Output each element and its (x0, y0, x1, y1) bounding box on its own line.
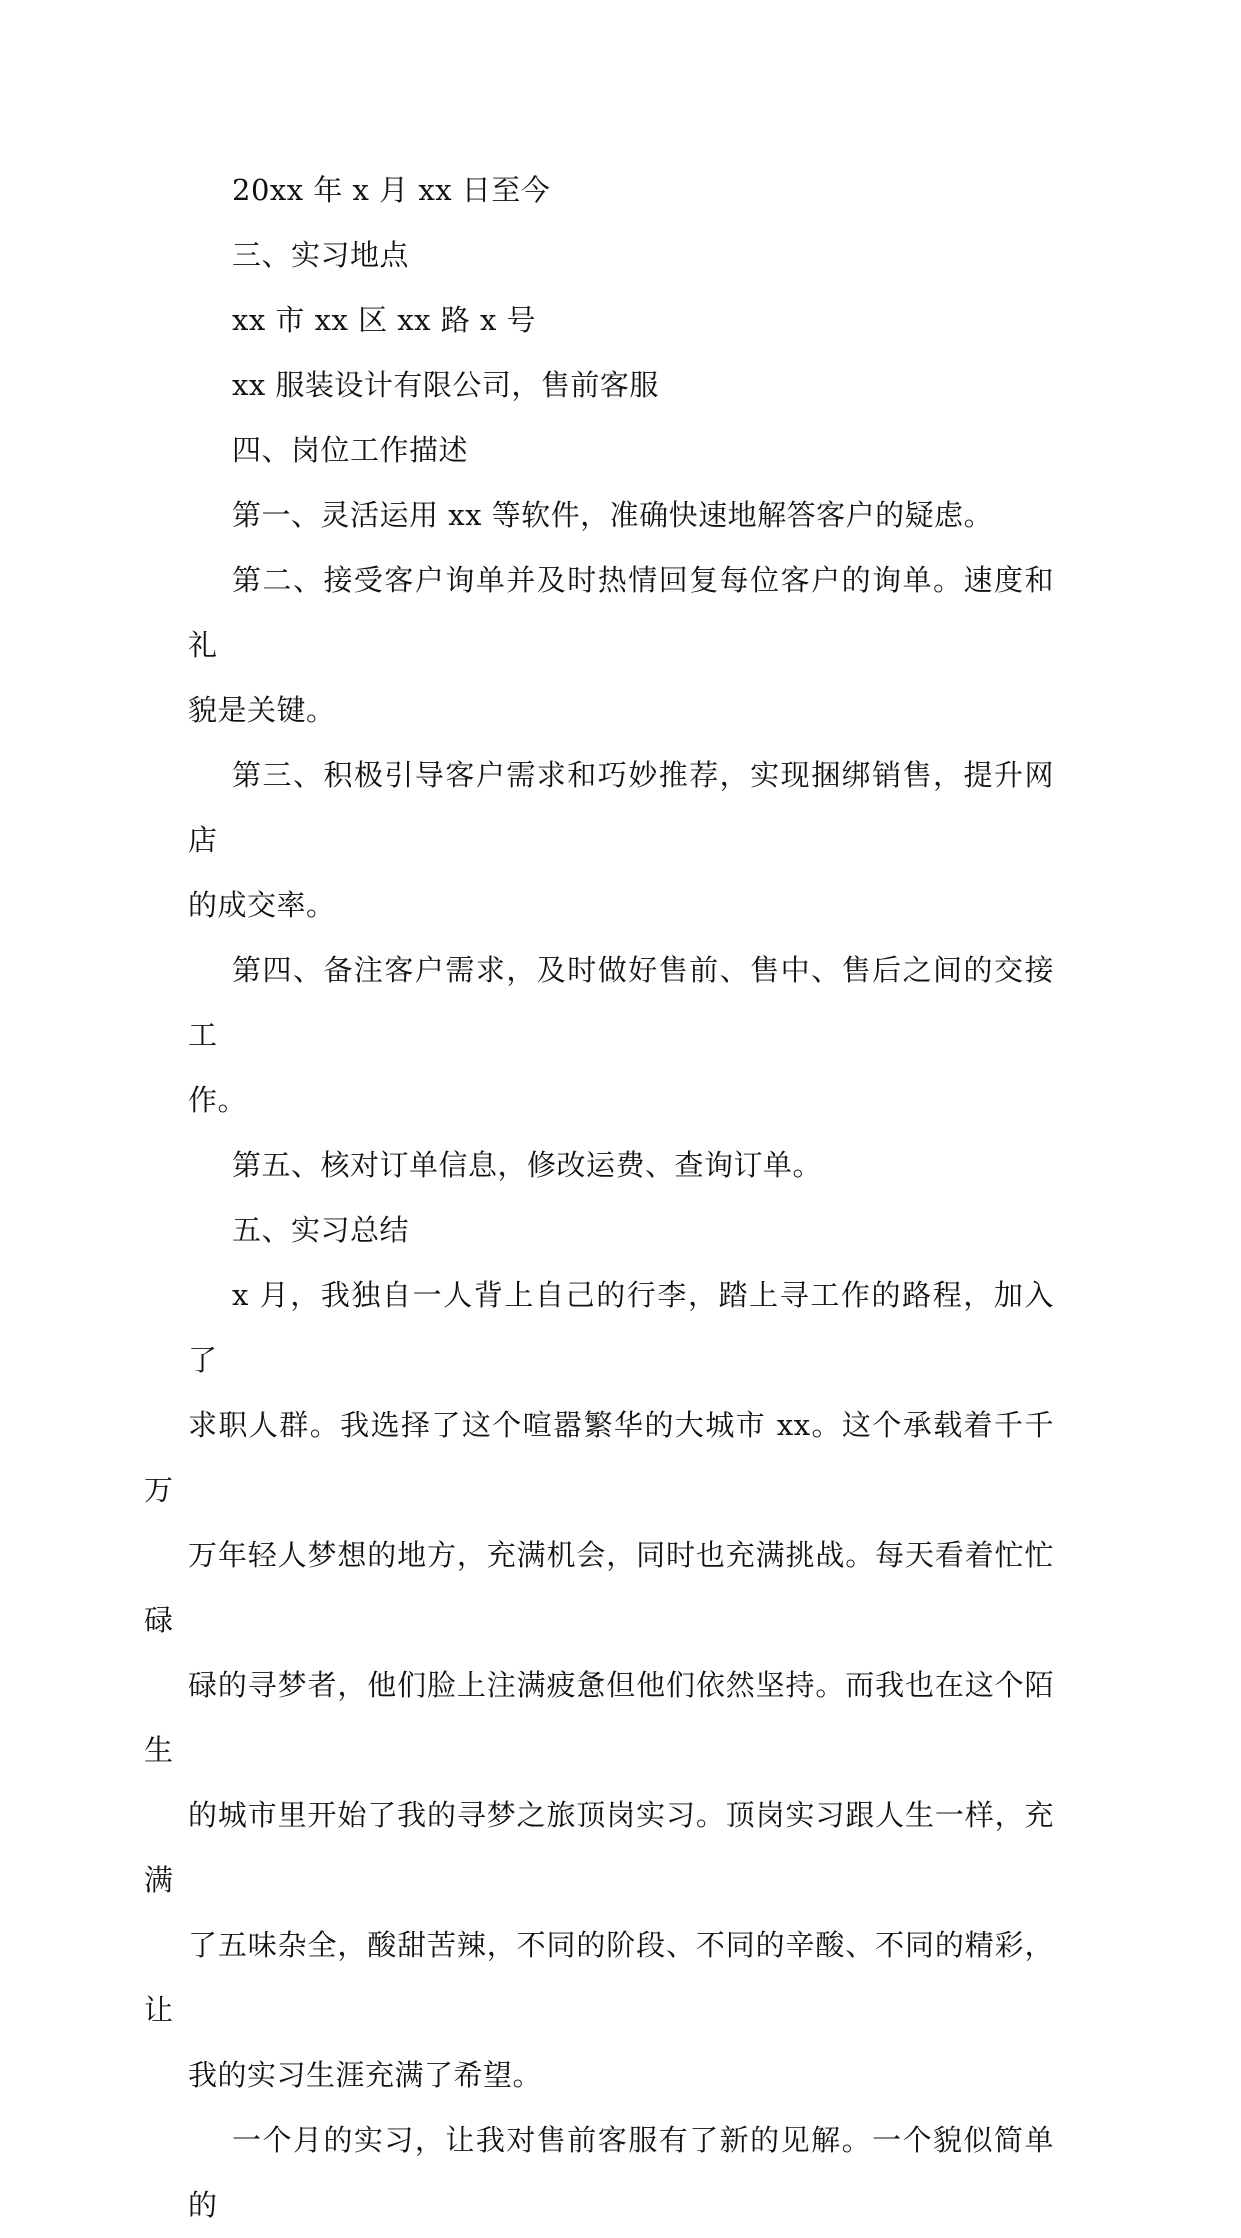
text-line: 第三、积极引导客户需求和巧妙推荐，实现捆绑销售，提升网店 (188, 758, 1054, 857)
paragraph-duty-2 (188, 548, 1054, 743)
paragraph-duty-1 (188, 483, 1054, 548)
paragraph-summary-2 (188, 2108, 1054, 2238)
text-line: 碌的寻梦者，他们脸上注满疲惫但他们依然坚持。而我也在这个陌生 (144, 1668, 1054, 1767)
text-line: 20xx 年 x 月 xx 日至今 (232, 173, 551, 207)
paragraph-summary-1 (144, 1263, 1054, 2108)
paragraph-duty-4 (188, 938, 1054, 1133)
text-line: 万年轻人梦想的地方，充满机会，同时也充满挑战。每天看着忙忙碌 (144, 1538, 1054, 1637)
text-line: 的城市里开始了我的寻梦之旅顶岗实习。顶岗实习跟人生一样，充满 (144, 1798, 1054, 1897)
paragraph-duty-3 (188, 743, 1054, 938)
text-line: 第二、接受客户询单并及时热情回复每位客户的询单。速度和礼 (188, 563, 1054, 662)
paragraph-address (188, 288, 1054, 353)
text-line: 第四、备注客户需求，及时做好售前、售中、售后之间的交接工 (188, 953, 1054, 1052)
text-line: 三、实习地点 (232, 238, 410, 272)
text-line: 四、岗位工作描述 (232, 433, 469, 467)
paragraph-date (188, 158, 1054, 223)
text-line: 貌是关键。 (188, 693, 336, 727)
text-line: 一个月的实习，让我对售前客服有了新的见解。一个貌似简单的 (188, 2123, 1054, 2222)
heading-job-description (188, 418, 1054, 483)
text-line: 第一、灵活运用 xx 等软件，准确快速地解答客户的疑虑。 (232, 498, 994, 532)
text-line: x 月，我独自一人背上自己的行李，踏上寻工作的路程，加入了 (188, 1278, 1054, 1377)
text-line: 作。 (188, 1083, 248, 1117)
heading-internship-summary (188, 1198, 1054, 1263)
text-line: 的成交率。 (188, 888, 336, 922)
text-line: 五、实习总结 (232, 1213, 410, 1247)
heading-internship-location (188, 223, 1054, 288)
text-line: xx 服装设计有限公司，售前客服 (232, 368, 659, 402)
paragraph-company (188, 353, 1054, 418)
text-line: 求职人群。我选择了这个喧嚣繁华的大城市 xx。这个承载着千千万 (144, 1408, 1054, 1507)
text-line: 我的实习生涯充满了希望。 (188, 2058, 543, 2092)
paragraph-duty-5 (188, 1133, 1054, 1198)
document-body (144, 158, 1054, 2238)
text-line: 第五、核对订单信息，修改运费、查询订单。 (232, 1148, 823, 1182)
text-line: xx 市 xx 区 xx 路 x 号 (232, 303, 537, 337)
text-line: 了五味杂全，酸甜苦辣，不同的阶段、不同的辛酸、不同的精彩，让 (144, 1928, 1054, 2027)
